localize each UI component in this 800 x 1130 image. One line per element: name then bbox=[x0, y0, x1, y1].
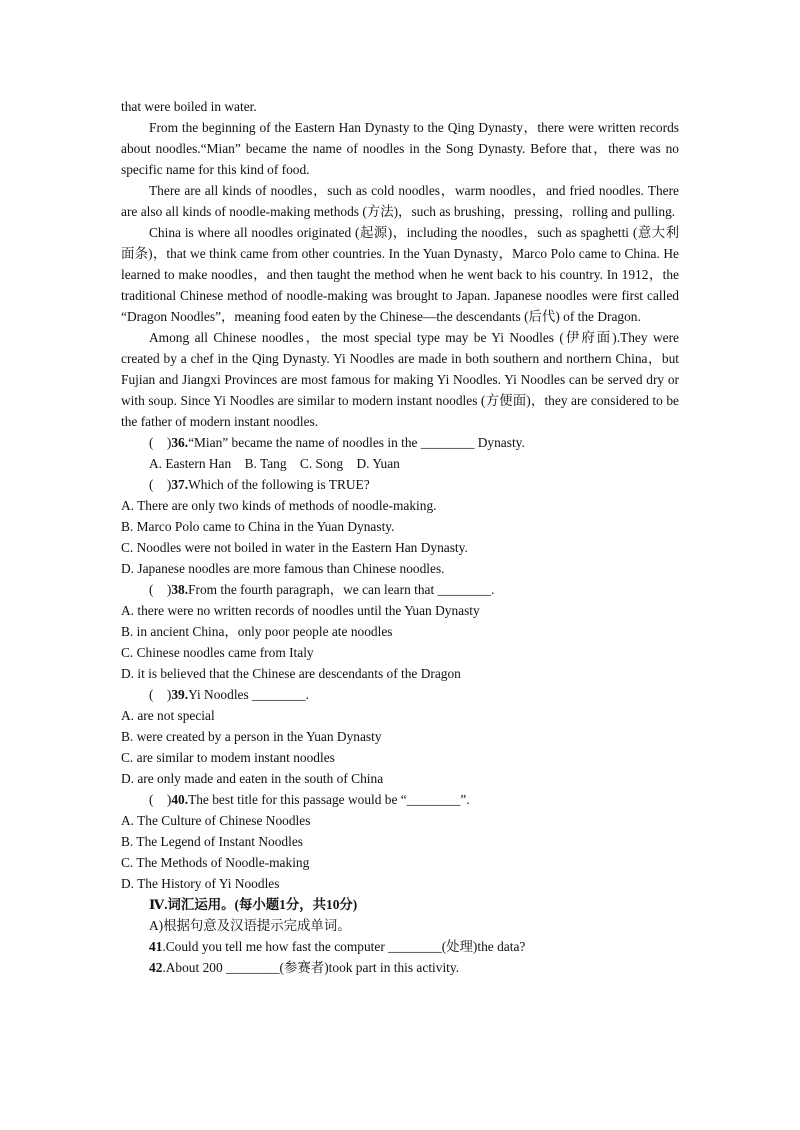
option-c: C. The Methods of Noodle-making bbox=[121, 855, 310, 870]
fill-item-42 bbox=[121, 957, 679, 978]
question-stem: From the fourth paragraph，we can learn that ________. bbox=[188, 582, 495, 597]
answer-bracket: ( ) bbox=[149, 582, 172, 597]
answer-bracket: ( ) bbox=[149, 435, 172, 450]
option-a: A. are not special bbox=[121, 708, 215, 723]
option-b: B. were created by a person in the Yuan Dynasty bbox=[121, 729, 382, 744]
question-number: 40. bbox=[171, 792, 189, 807]
question-stem: Which of the following is TRUE? bbox=[188, 477, 370, 492]
fill-item-41 bbox=[121, 936, 679, 957]
question-40 bbox=[121, 789, 679, 810]
option-b: B. in ancient China，only poor people ate noodles bbox=[121, 624, 393, 639]
option-a: A. There are only two kinds of methods of noodle-making. bbox=[121, 498, 437, 513]
passage-lead-line: that were boiled in water. bbox=[121, 99, 257, 114]
item-number: 41 bbox=[149, 939, 163, 954]
paragraph-2: There are all kinds of noodles，such as cold noodles，warm noodles，and fried noodles. There are also all kinds of noodle-making methods (方法)，such as brushing，pressing，rolling and pulling. bbox=[121, 183, 679, 219]
question-number: 36. bbox=[171, 435, 189, 450]
question-stem: The best title for this passage would be “________”. bbox=[188, 792, 470, 807]
option-d: D. The History of Yi Noodles bbox=[121, 876, 280, 891]
item-number: 42 bbox=[149, 960, 163, 975]
question-number: 39. bbox=[171, 687, 189, 702]
answer-bracket: ( ) bbox=[149, 687, 172, 702]
option-c: C. are similar to modem instant noodles bbox=[121, 750, 335, 765]
paragraph-4: Among all Chinese noodles，the most special type may be Yi Noodles (伊府面).They were created by a chef in the Qing Dynasty. Yi Noodles are made in both southern and northern China，but Fujian and Jiangxi Provinces are most famous for making Yi Noodles. Yi Noodles can be served dry or with soup. Since Yi Noodles are similar to modern instant noodles (方便面)，they are considered to be the father of modern instant noodles. bbox=[121, 330, 679, 429]
answer-bracket: ( ) bbox=[149, 792, 172, 807]
question-stem: “Mian” became the name of noodles in the ________ Dynasty. bbox=[188, 435, 525, 450]
section-subheading: A)根据句意及汉语提示完成单词。 bbox=[149, 918, 351, 933]
item-text: .About 200 ________(参赛者)took part in this activity. bbox=[162, 960, 460, 975]
question-stem: Yi Noodles ________. bbox=[188, 687, 309, 702]
paragraph-3: China is where all noodles originated (起源)，including the noodles，such as spaghetti (意大利面条)，that we think came from other countries. In the Yuan Dynasty，Marco Polo came to China. He learned to make noodles，and then taught the method when he went back to his country. In 1912，the traditional Chinese method of noodle-making was brought to Japan. Japanese noodles were first called “Dragon Noodles”，meaning food eaten by the Chinese—the descendants (后代) of the Dragon. bbox=[121, 225, 679, 324]
option-b: B. The Legend of Instant Noodles bbox=[121, 834, 303, 849]
option-a: A. there were no written records of noodles until the Yuan Dynasty bbox=[121, 603, 480, 618]
question-37 bbox=[121, 474, 679, 495]
answer-bracket: ( ) bbox=[149, 477, 172, 492]
question-39 bbox=[121, 684, 679, 705]
question-36 bbox=[121, 432, 679, 453]
question-number: 37. bbox=[171, 477, 189, 492]
question-38 bbox=[121, 579, 679, 600]
option-d: D. Japanese noodles are more famous than Chinese noodles. bbox=[121, 561, 445, 576]
option-d: D. are only made and eaten in the south of China bbox=[121, 771, 384, 786]
question-number: 38. bbox=[171, 582, 189, 597]
option-b: B. Marco Polo came to China in the Yuan Dynasty. bbox=[121, 519, 395, 534]
document-page bbox=[121, 96, 679, 978]
question-36-options: A. Eastern Han B. Tang C. Song D. Yuan bbox=[149, 456, 400, 471]
section-heading: Ⅳ.词汇运用。(每小题1分，共10分) bbox=[149, 897, 358, 912]
option-c: C. Chinese noodles came from Italy bbox=[121, 645, 314, 660]
item-text: .Could you tell me how fast the computer ________(处理)the data? bbox=[162, 939, 526, 954]
paragraph-1: From the beginning of the Eastern Han Dynasty to the Qing Dynasty，there were written records about noodles.“Mian” became the name of noodles in the Song Dynasty. Before that，there was no specific name for this kind of food. bbox=[121, 120, 679, 177]
option-c: C. Noodles were not boiled in water in the Eastern Han Dynasty. bbox=[121, 540, 468, 555]
option-d: D. it is believed that the Chinese are descendants of the Dragon bbox=[121, 666, 461, 681]
option-a: A. The Culture of Chinese Noodles bbox=[121, 813, 311, 828]
